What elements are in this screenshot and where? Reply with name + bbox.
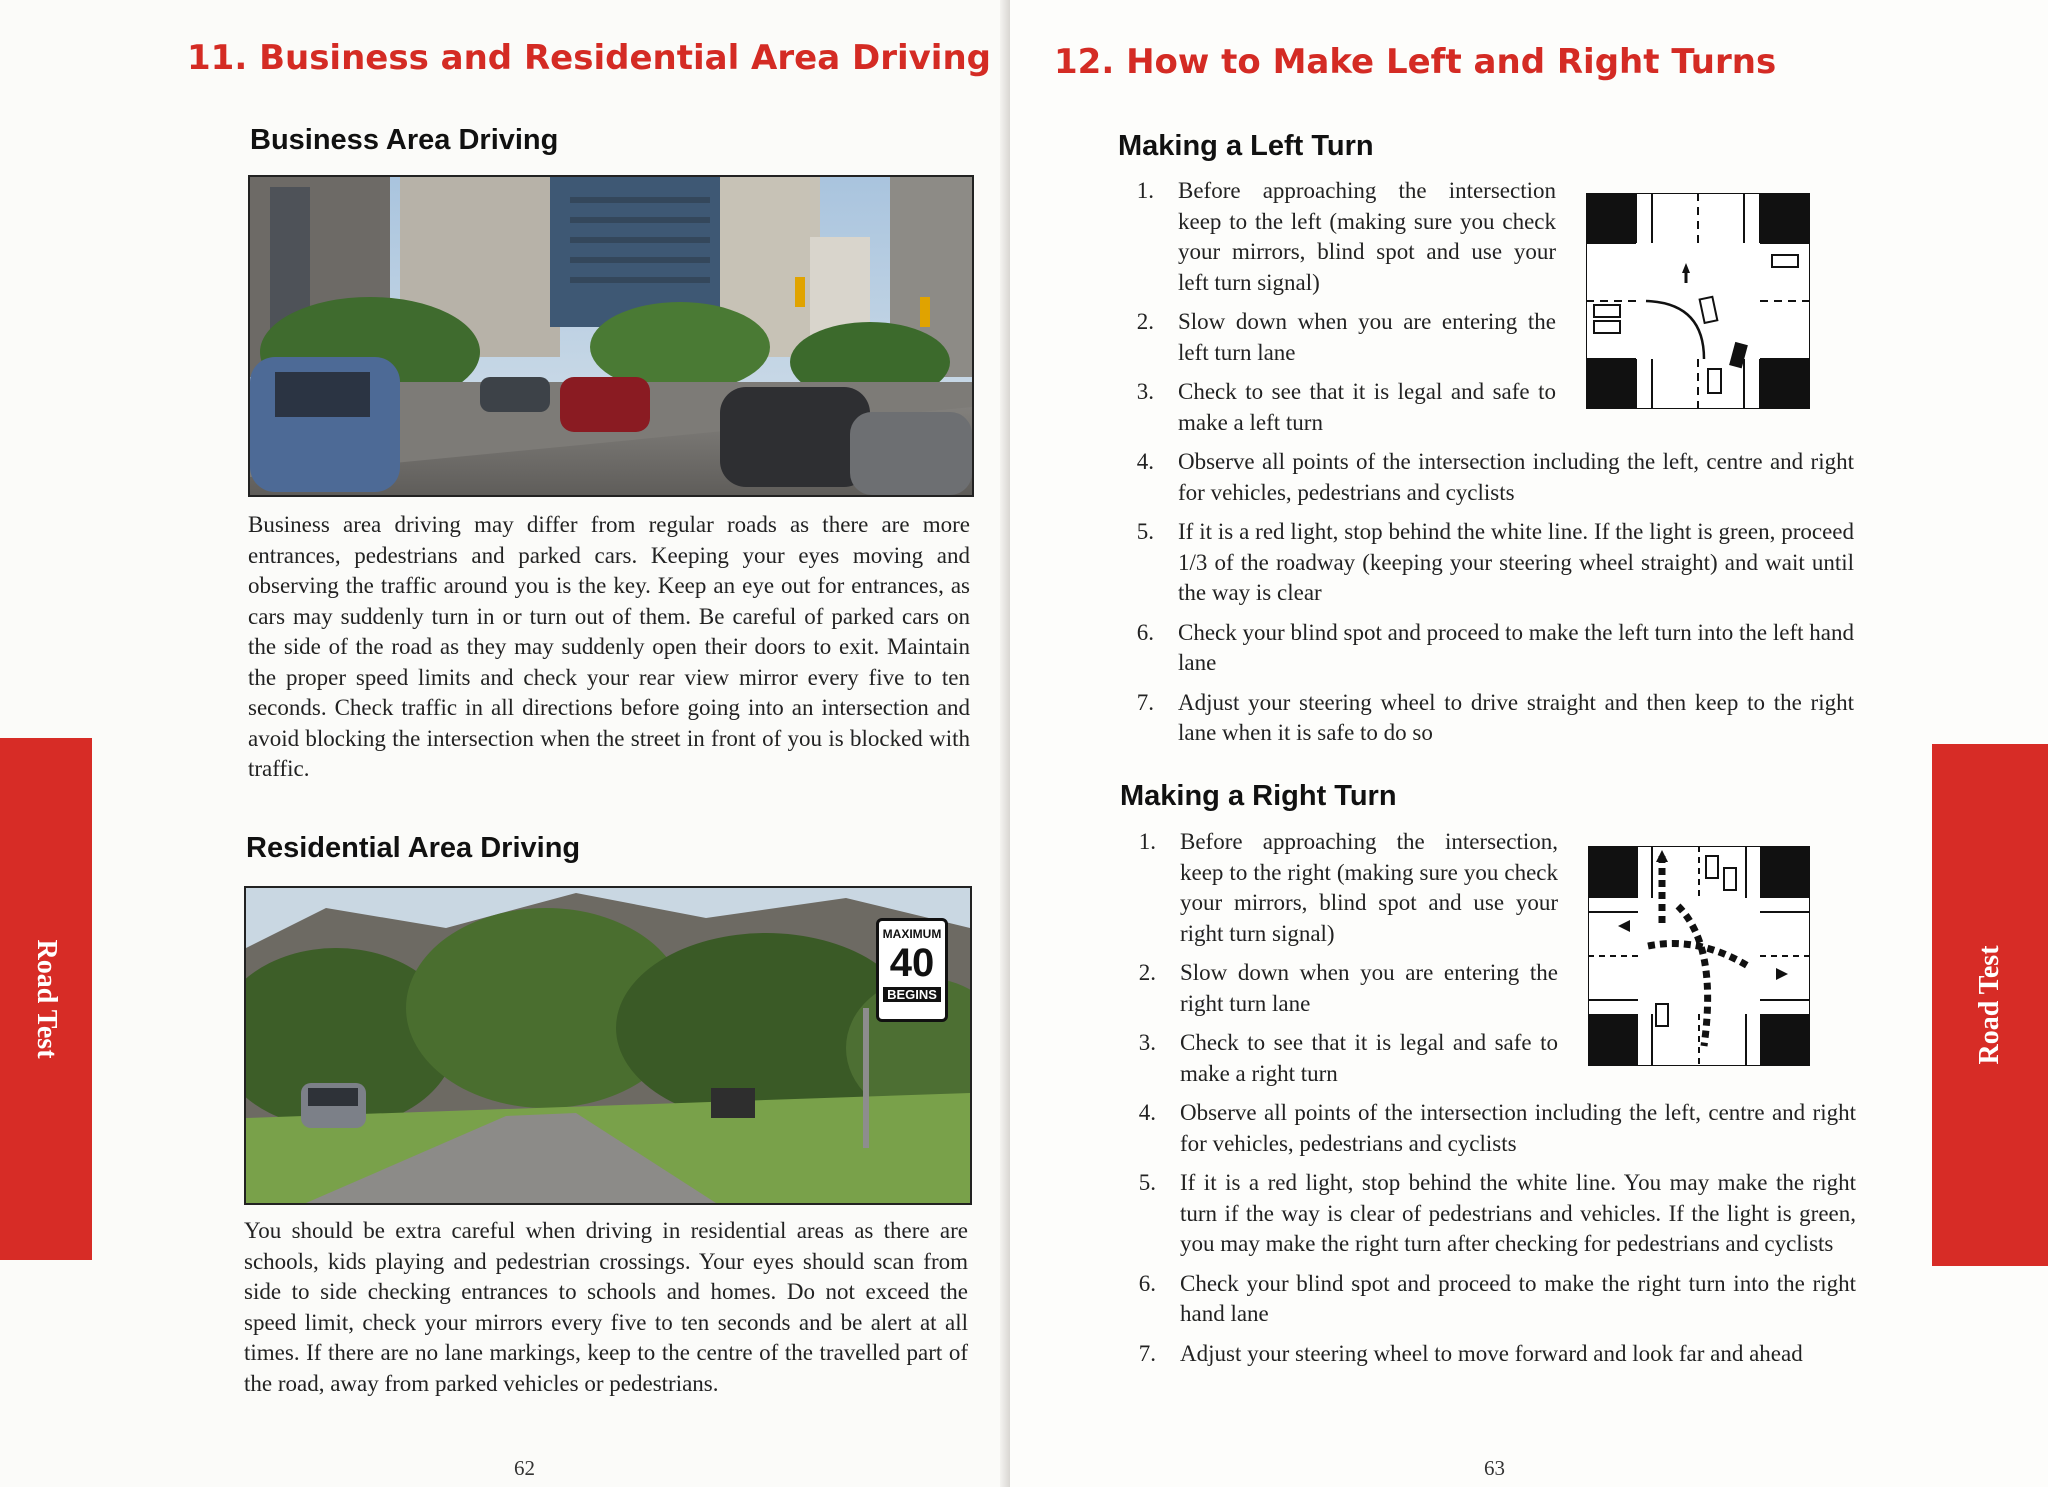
list-item: 5. If it is a red light, stop behind the white line. You may make the right turn if the way is clear of pedestrians and vehicles. If the light is green, you may make the right turn after checking for pedestrians and cyclists	[1138, 1170, 1856, 1256]
sign-number: 40	[889, 941, 935, 985]
residential-heading: Residential Area Driving	[246, 832, 581, 864]
right-page	[1010, 0, 2048, 1487]
list-item: 7. Adjust your steering wheel to move forward and look far and ahead	[1138, 1340, 1803, 1366]
sign-begins: BEGINS	[883, 987, 941, 1002]
list-item: 2. Slow down when you are entering the left turn lane	[1136, 309, 1556, 365]
right-turn-steps-top	[1130, 827, 1558, 1098]
residential-area-photo	[244, 886, 972, 1205]
list-item: 3. Check to see that it is legal and safe to make a left turn	[1136, 379, 1556, 435]
road-test-tab-left	[0, 738, 92, 1260]
section-title-12: 12. How to Make Left and Right Turns	[1054, 42, 1777, 82]
residential-paragraph: You should be extra careful when driving in residential areas as there are schools, kids playing and pedestrian crossings. Your eyes should scan from side to side checking entrances to schools and homes. Do not exceed the speed limit, check your mirrors every five to ten seconds and be alert at all times. If there are no lane markings, keep to the centre of the travelled part of the road, away from parked vehicles or pedestrians.	[244, 1218, 968, 1396]
left-turn-steps-top	[1128, 176, 1556, 447]
list-item: 3. Check to see that it is legal and safe to make a right turn	[1138, 1030, 1558, 1086]
left-turn-heading: Making a Left Turn	[1118, 130, 1374, 162]
road-test-tab-label-left: Road Test	[31, 939, 62, 1059]
right-turn-diagram	[1588, 846, 1810, 1066]
list-item: 1. Before approaching the intersection, keep to the right (making sure you check your mirrors, blind spot and use your right turn signal)	[1138, 829, 1558, 946]
list-item: 1. Before approaching the intersection keep to the left (making sure you check your mirrors, blind spot and use your left turn signal)	[1136, 178, 1556, 295]
list-item: 6. Check your blind spot and proceed to make the right turn into the right hand lane	[1138, 1270, 1856, 1326]
right-turn-steps-bottom	[1130, 1098, 1856, 1378]
right-turn-heading: Making a Right Turn	[1120, 780, 1397, 812]
list-item: 4. Observe all points of the intersection including the left, centre and right for vehicles, pedestrians and cyclists	[1136, 449, 1854, 505]
page-number-63: 63	[1484, 1456, 1505, 1480]
speed-limit-sign	[876, 918, 948, 1022]
list-item: 4. Observe all points of the intersection including the left, centre and right for vehicles, pedestrians and cyclists	[1138, 1100, 1856, 1156]
road-test-tab-right	[1932, 744, 2048, 1266]
list-item: 7. Adjust your steering wheel to drive straight and then keep to the right lane when it is safe to do so	[1136, 689, 1854, 745]
list-item: 5. If it is a red light, stop behind the white line. If the light is green, proceed 1/3 of the roadway (keeping your steering wheel straight) and wait until the way is clear	[1136, 519, 1854, 605]
section-title-11: 11. Business and Residential Area Driving	[187, 38, 991, 78]
business-area-photo	[248, 175, 974, 497]
left-turn-diagram	[1586, 193, 1810, 409]
list-item: 2. Slow down when you are entering the right turn lane	[1138, 960, 1558, 1016]
sign-maximum: MAXIMUM	[882, 927, 942, 941]
business-heading: Business Area Driving	[250, 124, 559, 156]
road-test-tab-label-right: Road Test	[1974, 945, 2005, 1065]
list-item: 6. Check your blind spot and proceed to make the left turn into the left hand lane	[1136, 619, 1854, 675]
left-turn-steps-bottom	[1128, 447, 1854, 758]
left-page	[0, 0, 1006, 1487]
page-number-62: 62	[514, 1456, 535, 1480]
business-paragraph: Business area driving may differ from regular roads as there are more entrances, pedestrians and parked cars. Keeping your eyes moving and observing the traffic around you is the key. Keep an eye out for entrances, as cars may suddenly turn in or turn out of them. Be careful of parked cars on the side of the road as they may suddenly open their doors to exit. Maintain the proper speed limits and check your rear view mirror every five to ten seconds. Check traffic in all directions before going into an intersection and avoid blocking the intersection when the street in front of you is blocked with traffic.	[248, 512, 970, 781]
